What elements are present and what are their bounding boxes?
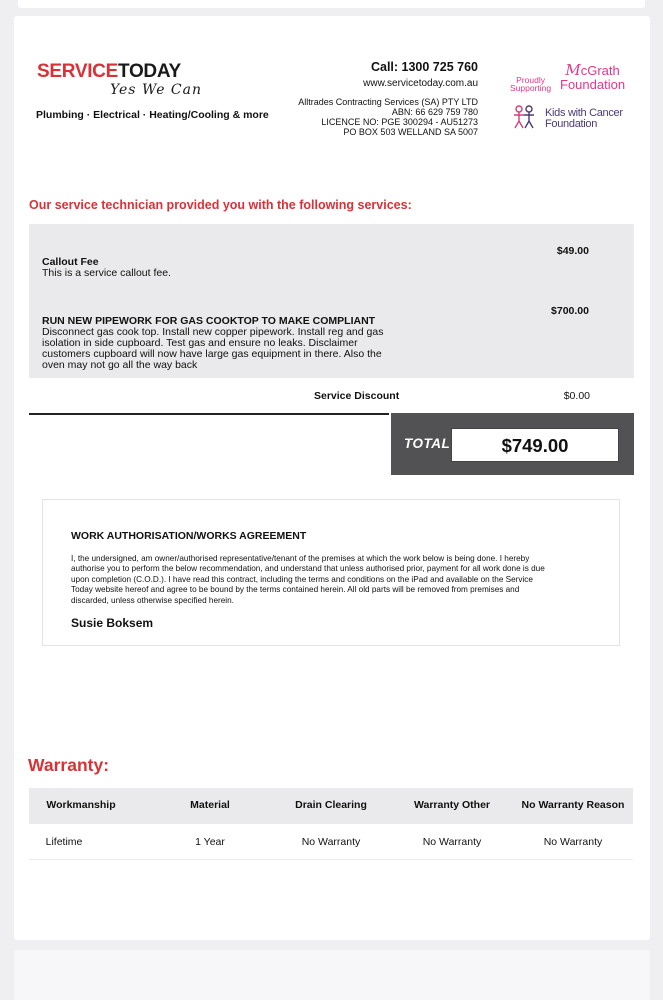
brand-tagline: Yes We Can bbox=[110, 82, 203, 98]
kids-with-cancer-logo bbox=[545, 108, 623, 130]
warranty-header-cell: Material bbox=[190, 799, 230, 811]
warranty-cell: No Warranty bbox=[422, 836, 482, 848]
supporting-text: Supporting bbox=[510, 83, 552, 93]
mcgrath-name: cGrath bbox=[580, 63, 620, 78]
warranty-cell: No Warranty bbox=[543, 836, 603, 848]
warranty-header-cell: Drain Clearing bbox=[295, 799, 367, 811]
service-item-description-line: customers cupboard will now have large gas equipment in there. Also the bbox=[42, 348, 382, 360]
service-item-callout bbox=[42, 256, 171, 279]
mcgrath-foundation-logo bbox=[560, 63, 625, 92]
service-item-description-line: Disconnect gas cook top. Install new copper pipework. Install reg and gas bbox=[42, 326, 384, 338]
warranty-table-row bbox=[29, 824, 633, 860]
warranty-cell: 1 Year bbox=[195, 836, 225, 848]
warranty-header-cell: Workmanship bbox=[46, 799, 116, 811]
service-item-description-line: isolation in side cupboard. Test gas and ensure no leaks. Disclaimer bbox=[42, 337, 358, 349]
company-licence: LICENCE NO: PGE 300294 - AU51273 bbox=[321, 117, 478, 127]
company-address: PO BOX 503 WELLAND SA 5007 bbox=[343, 127, 478, 137]
kids-line-2: Foundation bbox=[545, 118, 598, 130]
mcgrath-m-glyph: M bbox=[565, 61, 581, 79]
total-label: TOTAL bbox=[404, 436, 451, 451]
next-page-edge bbox=[14, 950, 650, 1000]
brand-today-text: TODAY bbox=[117, 61, 181, 82]
warranty-cell: No Warranty bbox=[301, 836, 361, 848]
total-divider bbox=[29, 413, 389, 415]
kids-line-1: Kids with Cancer bbox=[545, 107, 623, 119]
agreement-text-line: Today website hereof and agree to be bound by the terms contained herein. All old parts will be removed from premises and bbox=[71, 585, 520, 595]
agreement-text-line: upon completion (C.O.D.). I have read this contract, including the terms and conditions on the iPad and available on the Service bbox=[71, 574, 533, 584]
warranty-header-cell: Warranty Other bbox=[413, 799, 491, 811]
mcgrath-foundation-text: Foundation bbox=[560, 77, 626, 92]
discount-value: $0.00 bbox=[563, 390, 590, 402]
proudly-supporting bbox=[510, 76, 551, 92]
service-item-pipework bbox=[42, 315, 432, 371]
discount-label: Service Discount bbox=[314, 390, 400, 402]
warranty-heading: Warranty: bbox=[28, 755, 110, 775]
call-number: Call: 1300 725 760 bbox=[370, 60, 478, 74]
warranty-header-cell: No Warranty Reason bbox=[521, 799, 625, 811]
service-item-description-line: oven may not go all the way back bbox=[42, 359, 198, 371]
proudly-text: Proudly bbox=[516, 75, 545, 85]
agreement-text bbox=[71, 554, 591, 606]
service-item-price: $49.00 bbox=[556, 245, 589, 257]
company-details bbox=[238, 97, 478, 137]
service-item-title: RUN NEW PIPEWORK FOR GAS COOKTOP TO MAKE COMPLIANT bbox=[42, 315, 376, 327]
agreement-text-line: authorise you to perform the below recommendation, and understand that unless authorised prior, payment for all work done is due bbox=[71, 564, 545, 574]
warranty-table-header bbox=[29, 788, 633, 824]
service-item-price: $700.00 bbox=[551, 305, 589, 317]
invoice-page bbox=[14, 16, 650, 940]
brand-logo bbox=[37, 62, 181, 82]
total-value: $749.00 bbox=[501, 435, 569, 456]
agreement-title: WORK AUTHORISATION/WORKS AGREEMENT bbox=[71, 530, 307, 542]
agreement-text-line: discarded, unless otherwise specified herein. bbox=[71, 595, 234, 605]
trades-list: Plumbing · Electrical · Heating/Cooling & more bbox=[36, 109, 269, 121]
signer-name: Susie Boksem bbox=[71, 616, 154, 630]
brand-service-text: SERVICE bbox=[37, 61, 118, 82]
services-heading: Our service technician provided you with the following services: bbox=[29, 198, 412, 212]
company-abn: ABN: 66 629 759 780 bbox=[391, 107, 478, 117]
service-item-description: This is a service callout fee. bbox=[42, 267, 171, 279]
agreement-text-line: I, the undersigned, am owner/authorised representative/tenant of the premises at which the work below is being done. I hereby bbox=[71, 554, 530, 563]
website-link: www.servicetoday.com.au bbox=[363, 78, 478, 89]
services-list bbox=[29, 224, 634, 378]
warranty-cell: Lifetime bbox=[45, 836, 83, 848]
service-item-title: Callout Fee bbox=[42, 256, 99, 268]
previous-page-edge bbox=[18, 0, 645, 8]
company-name: Alltrades Contracting Services (SA) PTY LTD bbox=[298, 97, 478, 107]
kids-figures-icon bbox=[511, 104, 537, 130]
